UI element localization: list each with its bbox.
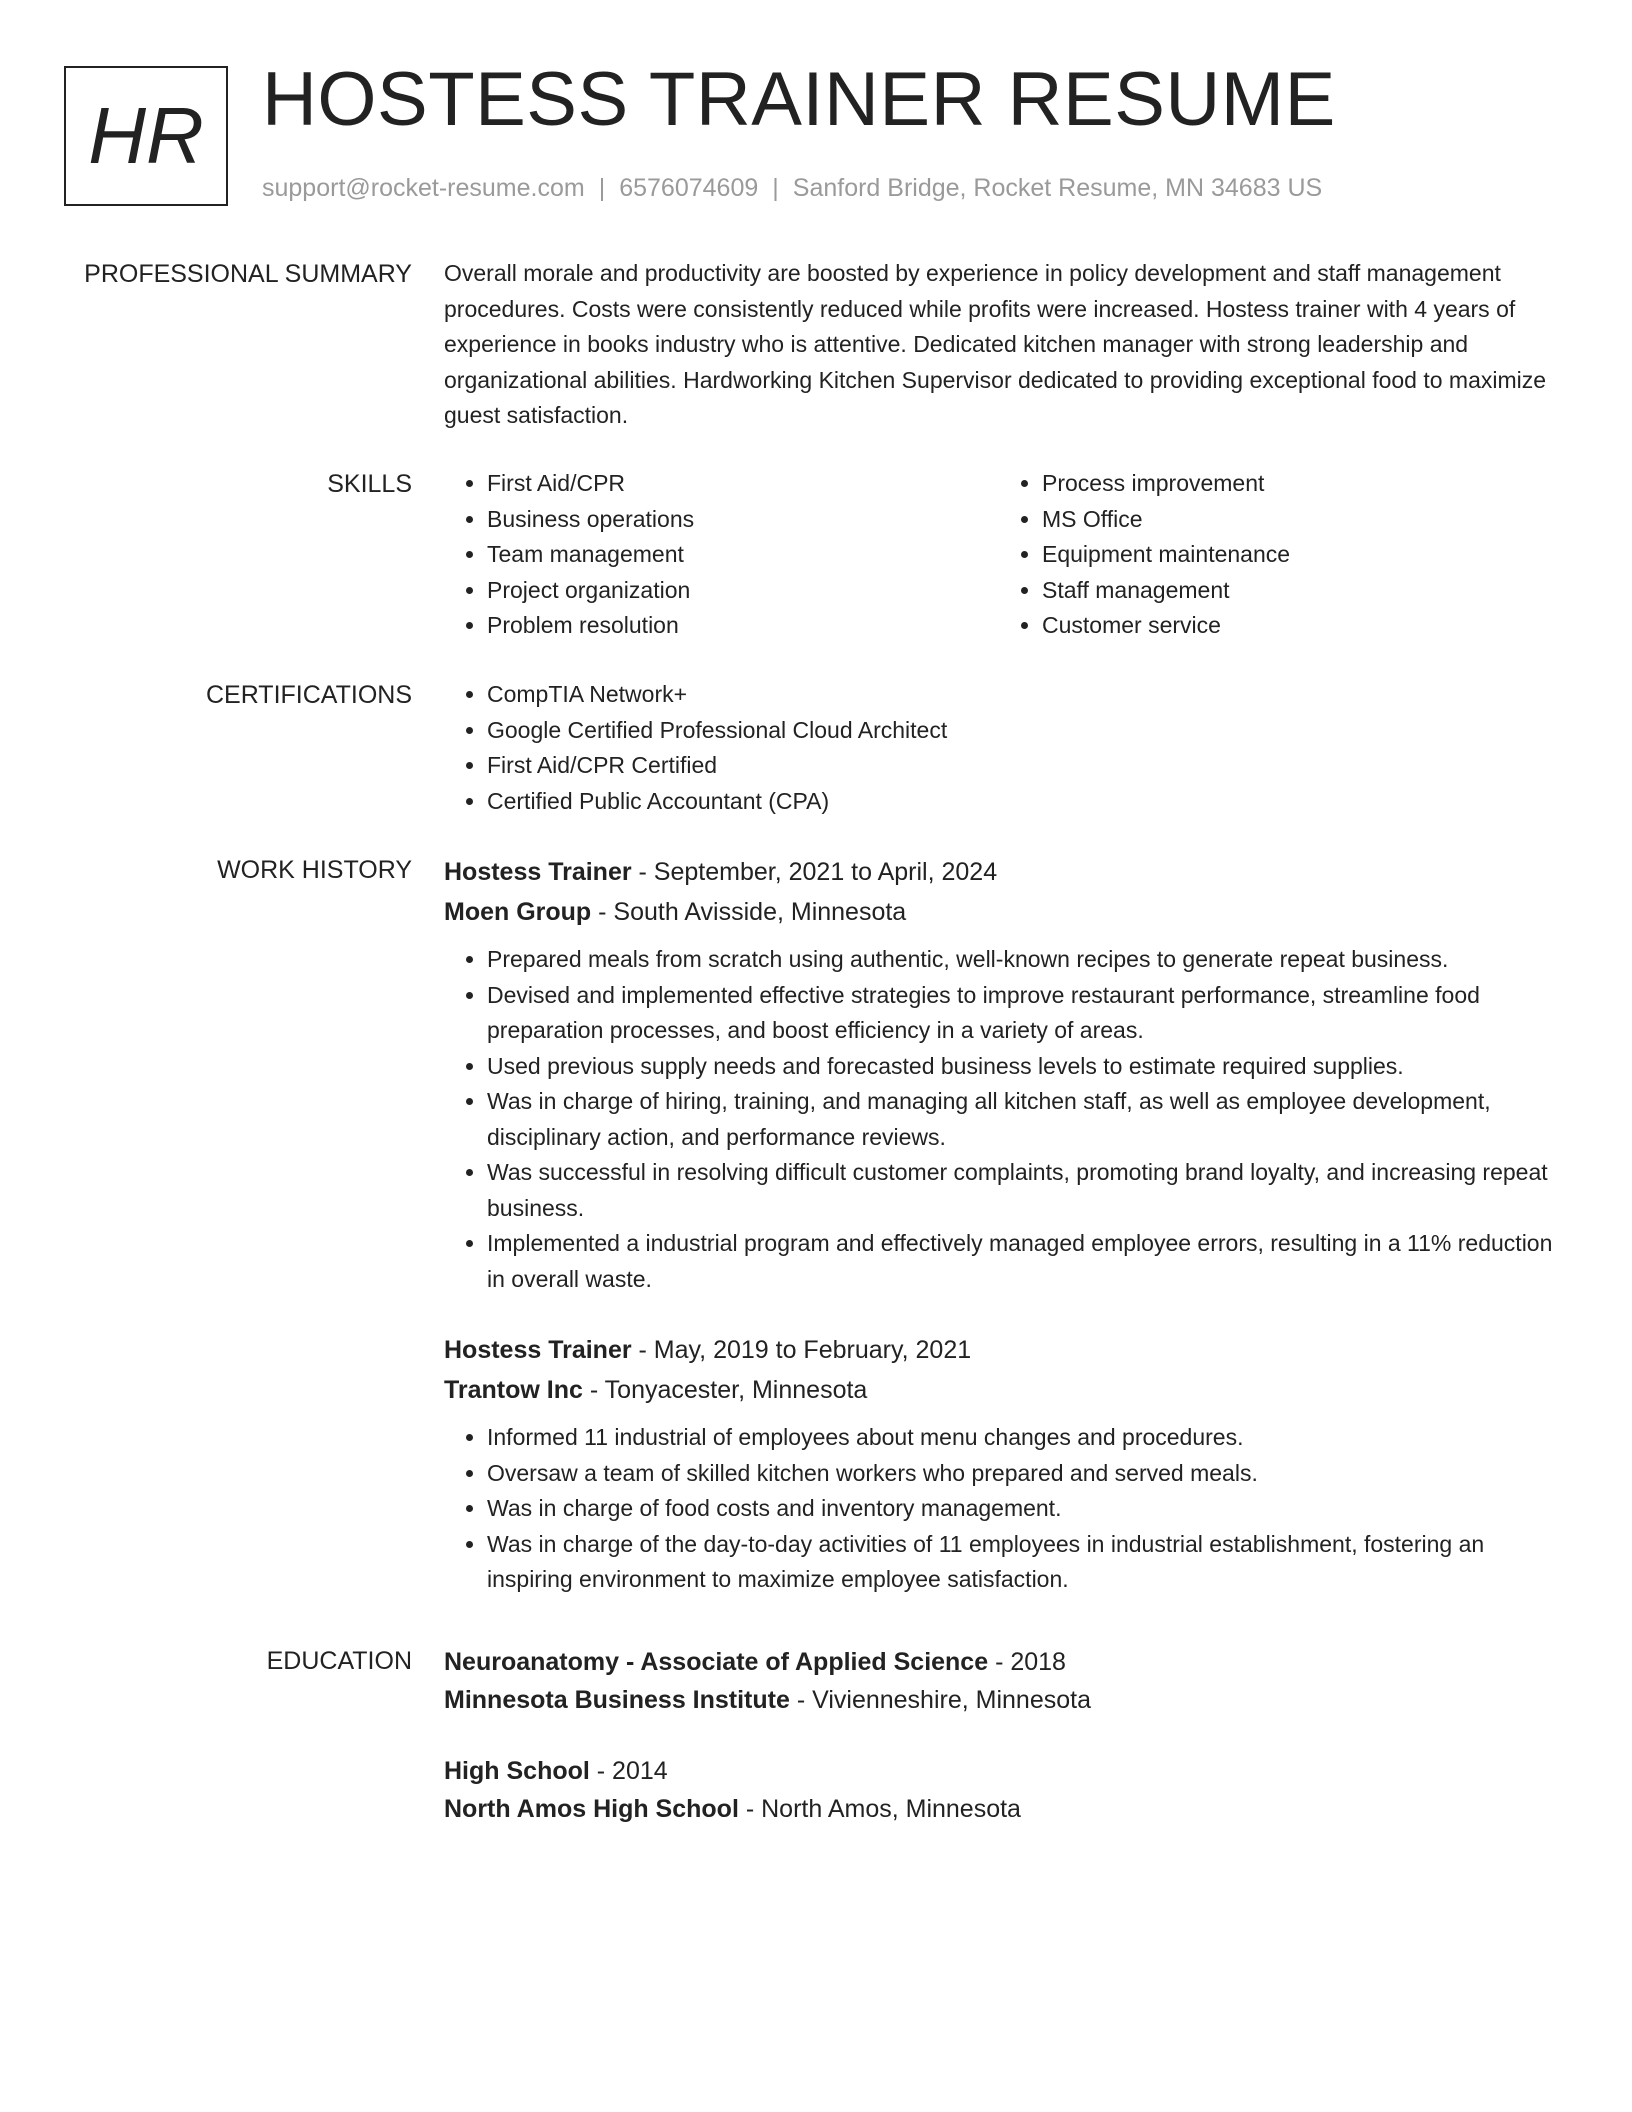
- job-bullet: • Was in charge of food costs and inventory management.: [487, 1491, 1554, 1527]
- education-year: - 2018: [988, 1648, 1066, 1676]
- contact-separator: |: [772, 174, 779, 202]
- education-school: North Amos High School: [444, 1795, 739, 1823]
- education-entry: [444, 1752, 1554, 1828]
- education-degree-line: [444, 1643, 1554, 1681]
- job-title-line: [444, 1330, 1554, 1370]
- job-entry: [444, 1330, 1554, 1598]
- certification-item: • First Aid/CPR Certified: [487, 748, 1554, 784]
- job-bullet: • Was in charge of hiring, training, and managing all kitchen staff, as well as employee development, disciplinary action, and performance reviews.: [487, 1084, 1554, 1155]
- job-location: - Tonyacester, Minnesota: [582, 1376, 868, 1404]
- skill-item: • Staff management: [1042, 573, 1554, 609]
- contact-line: [262, 174, 1322, 203]
- skill-item: • Team management: [487, 537, 999, 573]
- skills-list-left: [444, 466, 999, 644]
- job-bullet: • Was in charge of the day-to-day activities of 11 employees in industrial establishment, fostering an inspiring environment to maximize employee satisfaction.: [487, 1527, 1554, 1598]
- monogram-box: HR: [64, 66, 228, 206]
- work-history-label: WORK HISTORY: [217, 856, 412, 884]
- job-company: Moen Group: [444, 898, 592, 926]
- job-company-line: [444, 1370, 1554, 1410]
- skill-item: • Project organization: [487, 573, 999, 609]
- summary-text: Overall morale and productivity are boosted by experience in policy development and staff management procedures. Costs were consistently reduced while profits were increased. Hostess trainer with 4 years of experience in books industry who is attentive. Dedicated kitchen manager with strong leadership and organizational abilities. Hardworking Kitchen Supervisor dedicated to providing exceptional food to maximize guest satisfaction.: [444, 260, 1547, 428]
- education-location: - North Amos, Minnesota: [738, 1795, 1021, 1823]
- skills-label: SKILLS: [327, 470, 412, 498]
- contact-address: Sanford Bridge, Rocket Resume, MN 34683 US: [792, 174, 1323, 202]
- job-bullet: • Devised and implemented effective strategies to improve restaurant performance, streamline food preparation processes, and boost efficiency in a variety of areas.: [487, 978, 1554, 1049]
- job-title: Hostess Trainer: [444, 1336, 632, 1364]
- education-degree: High School: [444, 1757, 590, 1785]
- skill-item: • Customer service: [1042, 608, 1554, 644]
- skill-item: • Equipment maintenance: [1042, 537, 1554, 573]
- job-bullet: • Was successful in resolving difficult customer complaints, promoting brand loyalty, and increasing repeat business.: [487, 1155, 1554, 1226]
- education-school-line: [444, 1790, 1554, 1828]
- skill-item: • Process improvement: [1042, 466, 1554, 502]
- certifications-list: [444, 677, 1554, 819]
- certification-item: • Certified Public Accountant (CPA): [487, 784, 1554, 820]
- job-location: - South Avisside, Minnesota: [591, 898, 907, 926]
- education-degree-line: [444, 1752, 1554, 1790]
- job-bullet: • Informed 11 industrial of employees about menu changes and procedures.: [487, 1420, 1554, 1456]
- certification-item: • CompTIA Network+: [487, 677, 1554, 713]
- job-title-line: [444, 852, 1554, 892]
- contact-separator: |: [598, 174, 606, 202]
- job-bullet: • Oversaw a team of skilled kitchen workers who prepared and served meals.: [487, 1456, 1554, 1492]
- contact-email[interactable]: support@rocket-resume.com: [262, 174, 585, 202]
- skills-list-right: [999, 466, 1554, 644]
- skill-item: • Problem resolution: [487, 608, 999, 644]
- job-bullet: • Implemented a industrial program and effectively managed employee errors, resulting in a 11% reduction in overall waste.: [487, 1226, 1554, 1297]
- job-dates: - September, 2021 to April, 2024: [631, 858, 998, 886]
- summary-label: PROFESSIONAL SUMMARY: [84, 260, 412, 288]
- skill-item: • First Aid/CPR: [487, 466, 999, 502]
- education-year: - 2014: [589, 1757, 668, 1785]
- job-dates: - May, 2019 to February, 2021: [631, 1336, 972, 1364]
- education-degree: Neuroanatomy - Associate of Applied Science: [444, 1648, 989, 1676]
- education-school-line: [444, 1681, 1554, 1719]
- certification-item: • Google Certified Professional Cloud Architect: [487, 713, 1554, 749]
- job-bullets: [444, 942, 1554, 1297]
- education-label: EDUCATION: [266, 1647, 412, 1675]
- skill-item: • Business operations: [487, 502, 999, 538]
- job-bullet: • Prepared meals from scratch using authentic, well-known recipes to generate repeat business.: [487, 942, 1554, 978]
- resume-title: HOSTESS TRAINER RESUME: [262, 57, 1336, 142]
- education-school: Minnesota Business Institute: [444, 1686, 790, 1714]
- job-company: Trantow Inc: [444, 1376, 583, 1404]
- skill-item: • MS Office: [1042, 502, 1554, 538]
- education-entry: [444, 1643, 1554, 1719]
- contact-phone[interactable]: 6576074609: [619, 174, 759, 202]
- job-bullets: [444, 1420, 1554, 1598]
- certifications-label: CERTIFICATIONS: [205, 681, 412, 709]
- job-entry: [444, 852, 1554, 1297]
- job-bullet: • Used previous supply needs and forecasted business levels to estimate required supplies.: [487, 1049, 1554, 1085]
- job-company-line: [444, 892, 1554, 932]
- education-location: - Vivienneshire, Minnesota: [789, 1686, 1091, 1714]
- job-title: Hostess Trainer: [444, 858, 632, 886]
